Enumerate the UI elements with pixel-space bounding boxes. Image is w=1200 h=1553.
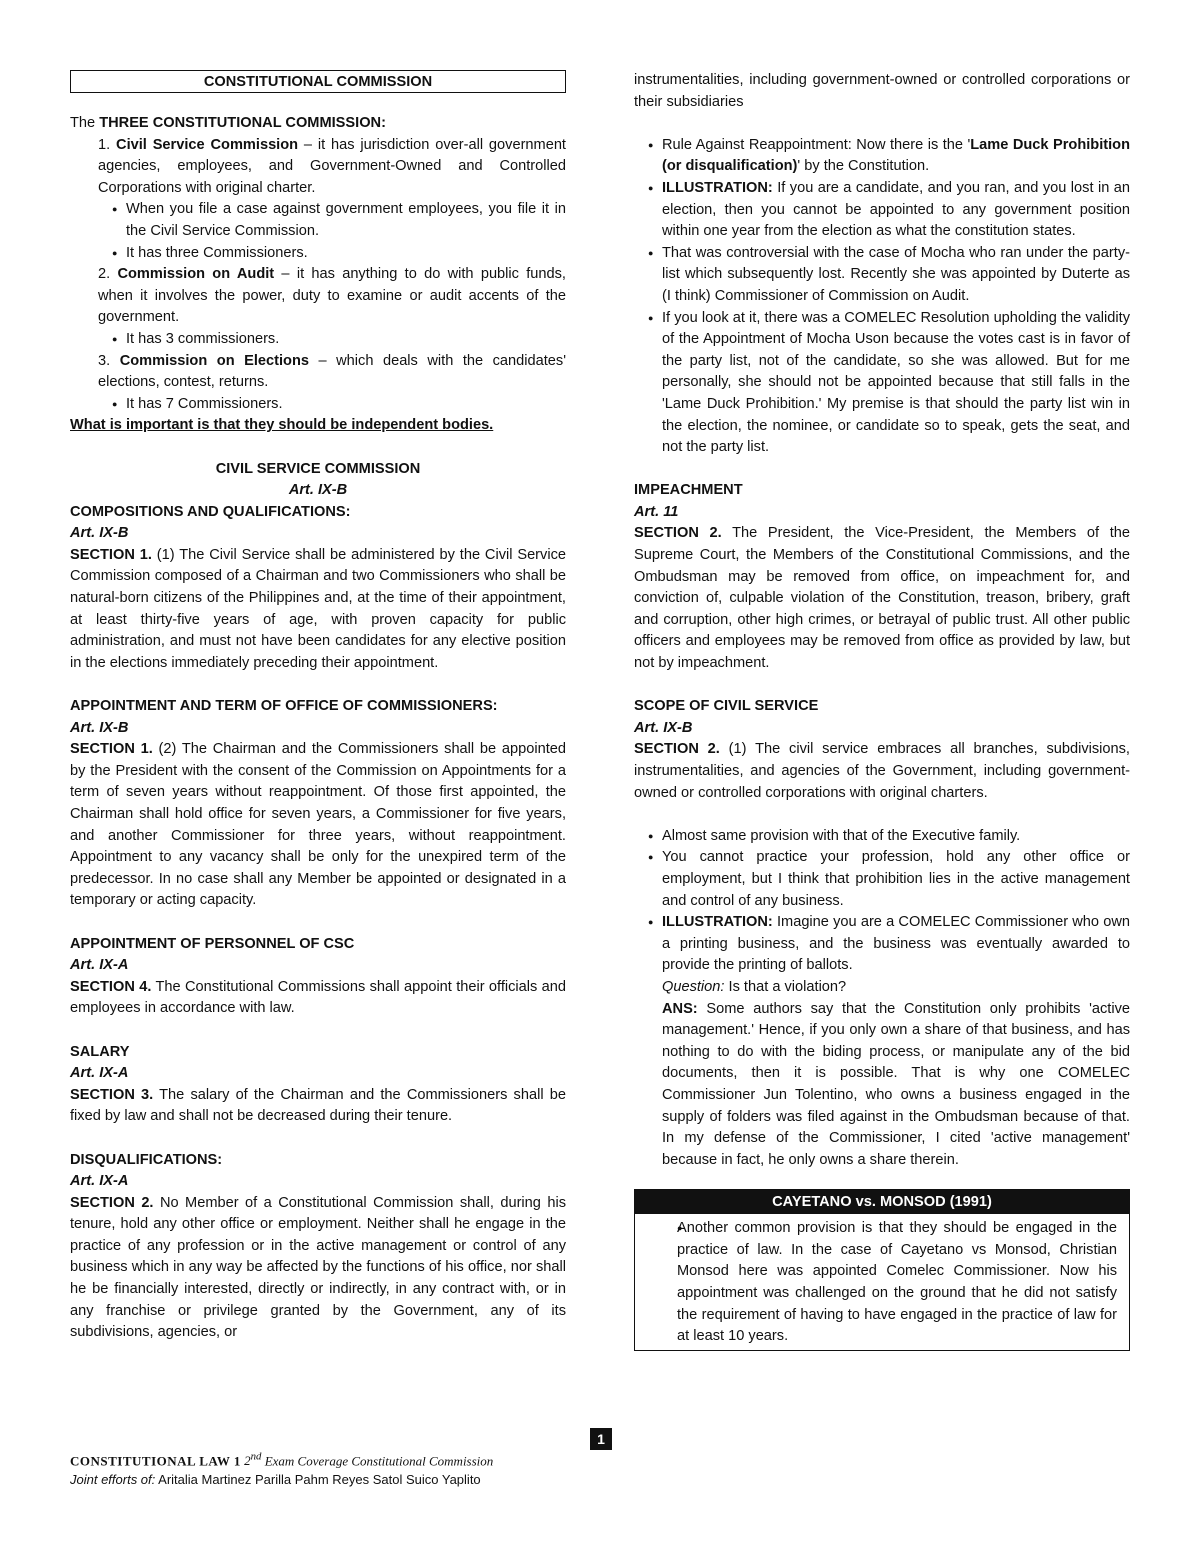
section-title-csc: CIVIL SERVICE COMMISSION [215, 460, 421, 477]
intro-text: The [70, 115, 100, 131]
item-commission-on-audit [70, 264, 566, 329]
heading-article: Art. IX-A [70, 1173, 129, 1190]
item-heading: Commission on Elections [119, 352, 309, 369]
item-heading: Civil Service Commission [116, 136, 299, 153]
heading-salary: SALARY [70, 1043, 130, 1060]
footer [70, 1448, 630, 1489]
case-title: CAYETANO vs. MONSOD (1991) [635, 1190, 1129, 1214]
question-label: Question: [662, 978, 725, 995]
item-number: 1. [98, 136, 117, 153]
bullet-text: Imagine you are a COMELEC Commissioner who own a printing business, and the business was eventually awarded to provide the printing of ballots. [662, 914, 1130, 974]
ordinal-number: 2 [244, 1453, 251, 1469]
case-body [635, 1214, 1129, 1350]
provision-text [634, 523, 1130, 674]
section-body: (2) The Chairman and the Commissioners shall be appointed by the President with the consent of the Commission on Appointments for a term of seven years without reappointment. Of those first appointed, the Chairman shall hold office for seven years, a Commissioner for five years, and another Commissioner for three years, without reappointment. Appointment to any vacancy shall be only for the unexpired term of the predecessor. In no case shall any Member be appointed or designated in a temporary or acting capacity. [70, 741, 566, 909]
answer-text: Some authors say that the Constitution only prohibits 'active management.' Hence, if you only own a share of that business, and has nothing to do with the biding process, or manipulate any of the bid documents, then it is possible. That is why one COMELEC Commissioner Jun Tolentino, who owns a business engaged in the supply of folders was filed against in the Ombudsman because of that. In my defense of the Commissioner, I cited 'active management' because in fact, he only owns a share therein. [662, 1000, 1130, 1168]
heading-scope: SCOPE OF CIVIL SERVICE [634, 698, 819, 715]
footer-course: CONSTITUTIONAL LAW 1 [70, 1453, 241, 1469]
provision-text [634, 739, 1130, 804]
section-label: SECTION 1. [70, 546, 152, 563]
item-heading: Commission on Audit [117, 266, 275, 283]
bullet-item [634, 912, 1130, 977]
bullet-item: ● It has 3 commissioners. [70, 329, 566, 351]
bullet-item: ● When you file a case against government employees, you file it in the Civil Service Commission. [70, 199, 566, 242]
section-label: SECTION 2. [634, 525, 722, 542]
provision-text [70, 739, 566, 912]
section-label: SECTION 4. [70, 978, 152, 995]
right-column [634, 70, 1130, 1351]
footer-ordinal [244, 1453, 261, 1468]
bullet-text: Rule Against Reappointment: Now there is the ' [662, 136, 971, 153]
bullet-item: ● It has 7 Commissioners. [70, 394, 566, 416]
answer-label: ANS: [662, 1000, 698, 1017]
question-text: Is that a violation? [724, 978, 847, 995]
item-text: – which deals with the candidates' elections, contest, returns. [98, 352, 566, 391]
item-number: 3. [98, 352, 120, 369]
heading-impeachment: IMPEACHMENT [634, 482, 743, 499]
ordinal-suffix: nd [250, 1451, 262, 1463]
footer-coverage: Exam Coverage Constitutional Commission [261, 1453, 494, 1469]
item-text: – it has jurisdiction over-all government agencies, employees, and Government-Owned and Controlled Corporations with original charter. [98, 136, 566, 196]
footer-line-1 [70, 1448, 630, 1470]
section-body: (1) The Civil Service shall be administered by the Civil Service Commission composed of a Chairman and two Commissioners who shall be natural-born citizens of the Philippines and, at the time of their appointment, at least thirty-five years of age, with proven capacity for public administration, and must not have been candidates for any elective position in the elections immediately preceding their appointment. [70, 546, 566, 671]
bullet-text: ' by the Constitution. [797, 158, 930, 175]
answer-line [634, 999, 1130, 1172]
important-note: What is important is that they should be independent bodies. [70, 417, 494, 434]
page-title: CONSTITUTIONAL COMMISSION [70, 70, 566, 93]
heading-article: Art. 11 [634, 503, 679, 520]
provision-text [70, 1193, 566, 1344]
section-label: SECTION 2. [70, 1194, 154, 1211]
item-commission-on-elections [70, 351, 566, 394]
bullet-bold: Lame Duck Prohibition (or disqualification) [662, 136, 1130, 175]
heading-article: Art. IX-B [70, 525, 129, 542]
bullet-text: If you are a candidate, and you ran, and you lost in an election, then you cannot be appointed to any government position within one year from the election as what the constitution states. [662, 179, 1130, 240]
provision-text [70, 545, 566, 675]
section-body: (1) The civil service embraces all branches, subdivisions, instrumentalities, and agencies of the Government, including government-owned or controlled corporations with original charters. [634, 741, 1130, 801]
item-text: – it has anything to do with public funds, when it involves the power, duty to examine or audit accents of the government. [98, 266, 566, 326]
section-body: No Member of a Constitutional Commission shall, during his tenure, hold any other office or employment. Neither shall he engage in the practice of any profession or in the active management or control of any business which in any way be affected by the functions of his office, nor shall he be financially interested, directly or indirectly, in any contract with, or in any franchise or privilege granted by the Government, any of its subdivisions, agencies, or [70, 1194, 567, 1341]
bullet-item [634, 178, 1130, 243]
bullet-item: ● Almost same provision with that of the Executive family. [634, 826, 1130, 848]
bullet-item: ● You cannot practice your profession, hold any other office or employment, but I think that prohibition lies in the active management and control of any business. [634, 847, 1130, 912]
footer-line-2 [70, 1470, 630, 1489]
item-civil-service [70, 135, 566, 200]
page-number: 1 [590, 1428, 612, 1450]
section-body: The President, the Vice-President, the Members of the Supreme Court, the Members of the Constitutional Commissions, and the Ombudsman may be removed from office, on impeachment for, and conviction of, culpable violation of the Constitution, treason, bribery, graft and corruption, other high crimes, or betrayal of public trust. All other public officers and employees may be removed from office as provided by law, but not by impeachment. [634, 525, 1130, 672]
heading-compositions: COMPOSITIONS AND QUALIFICATIONS: [70, 503, 351, 520]
case-box [634, 1189, 1130, 1351]
section-label: SECTION 3. [70, 1086, 154, 1103]
footer-authors: Aritalia Martinez Parilla Pahm Reyes Satol Suico Yaplito [155, 1472, 481, 1488]
bullet-item [634, 135, 1130, 178]
bullet-item: ● That was controversial with the case of Mocha who ran under the party-list which subsequently lost. Recently she was appointed by Duterte as (I think) Commissioner of Commission on Audit. [634, 243, 1130, 308]
intro-line [70, 113, 566, 135]
section-label: SECTION 1. [70, 741, 153, 758]
continued-text: instrumentalities, including government-owned or controlled corporations or their subsidiaries [634, 72, 1130, 110]
left-column [70, 70, 566, 1344]
heading-article: Art. IX-B [70, 719, 129, 736]
bullet-item: ● If you look at it, there was a COMELEC Resolution upholding the validity of the Appointment of Mocha Uson because the votes cast is in favor of the party list, not of the candidate, so she was allowed. But for me personally, she should not be appointed because that still falls in the 'Lame Duck Prohibition.' My premise is that should the party list win in the election, the nominee, or candidate so to speak, gets the seat, and not the party list. [634, 308, 1130, 459]
provision-text [70, 1085, 566, 1128]
intro-bold: THREE CONSTITUTIONAL COMMISSION: [99, 115, 386, 131]
section-body: The salary of the Chairman and the Commissioners shall be fixed by law and shall not be decreased during their tenure. [70, 1086, 566, 1125]
heading-article: Art. IX-A [70, 1065, 129, 1082]
heading-personnel: APPOINTMENT OF PERSONNEL OF CSC [70, 935, 355, 952]
section-body: The Constitutional Commissions shall appoint their officials and employees in accordance with law. [70, 978, 567, 1017]
bullet-item: ● It has three Commissioners. [70, 243, 566, 265]
bullet-bold: ILLUSTRATION: [662, 914, 773, 931]
heading-article: Art. IX-B [634, 719, 693, 736]
heading-appointment: APPOINTMENT AND TERM OF OFFICE OF COMMISSIONERS: [70, 698, 498, 715]
heading-article: Art. IX-A [70, 957, 129, 974]
provision-text [70, 977, 566, 1020]
section-label: SECTION 2. [634, 741, 720, 758]
section-article: Art. IX-B [288, 482, 348, 499]
heading-disqualifications: DISQUALIFICATIONS: [70, 1151, 223, 1168]
bullet-item: ● Another common provision is that they should be engaged in the practice of law. In the case of Cayetano vs Monsod, Christian Monsod here was appointed Comelec Commissioner. Now his appointment was challenged on the ground that he did not satisfy the requirement of having to have engaged in the practice of law for at least 10 years. [635, 1218, 1117, 1348]
footer-joint-label: Joint efforts of: [70, 1472, 156, 1488]
question-line [634, 977, 1130, 999]
bullet-bold: ILLUSTRATION: [662, 179, 773, 196]
item-number: 2. [98, 266, 118, 283]
